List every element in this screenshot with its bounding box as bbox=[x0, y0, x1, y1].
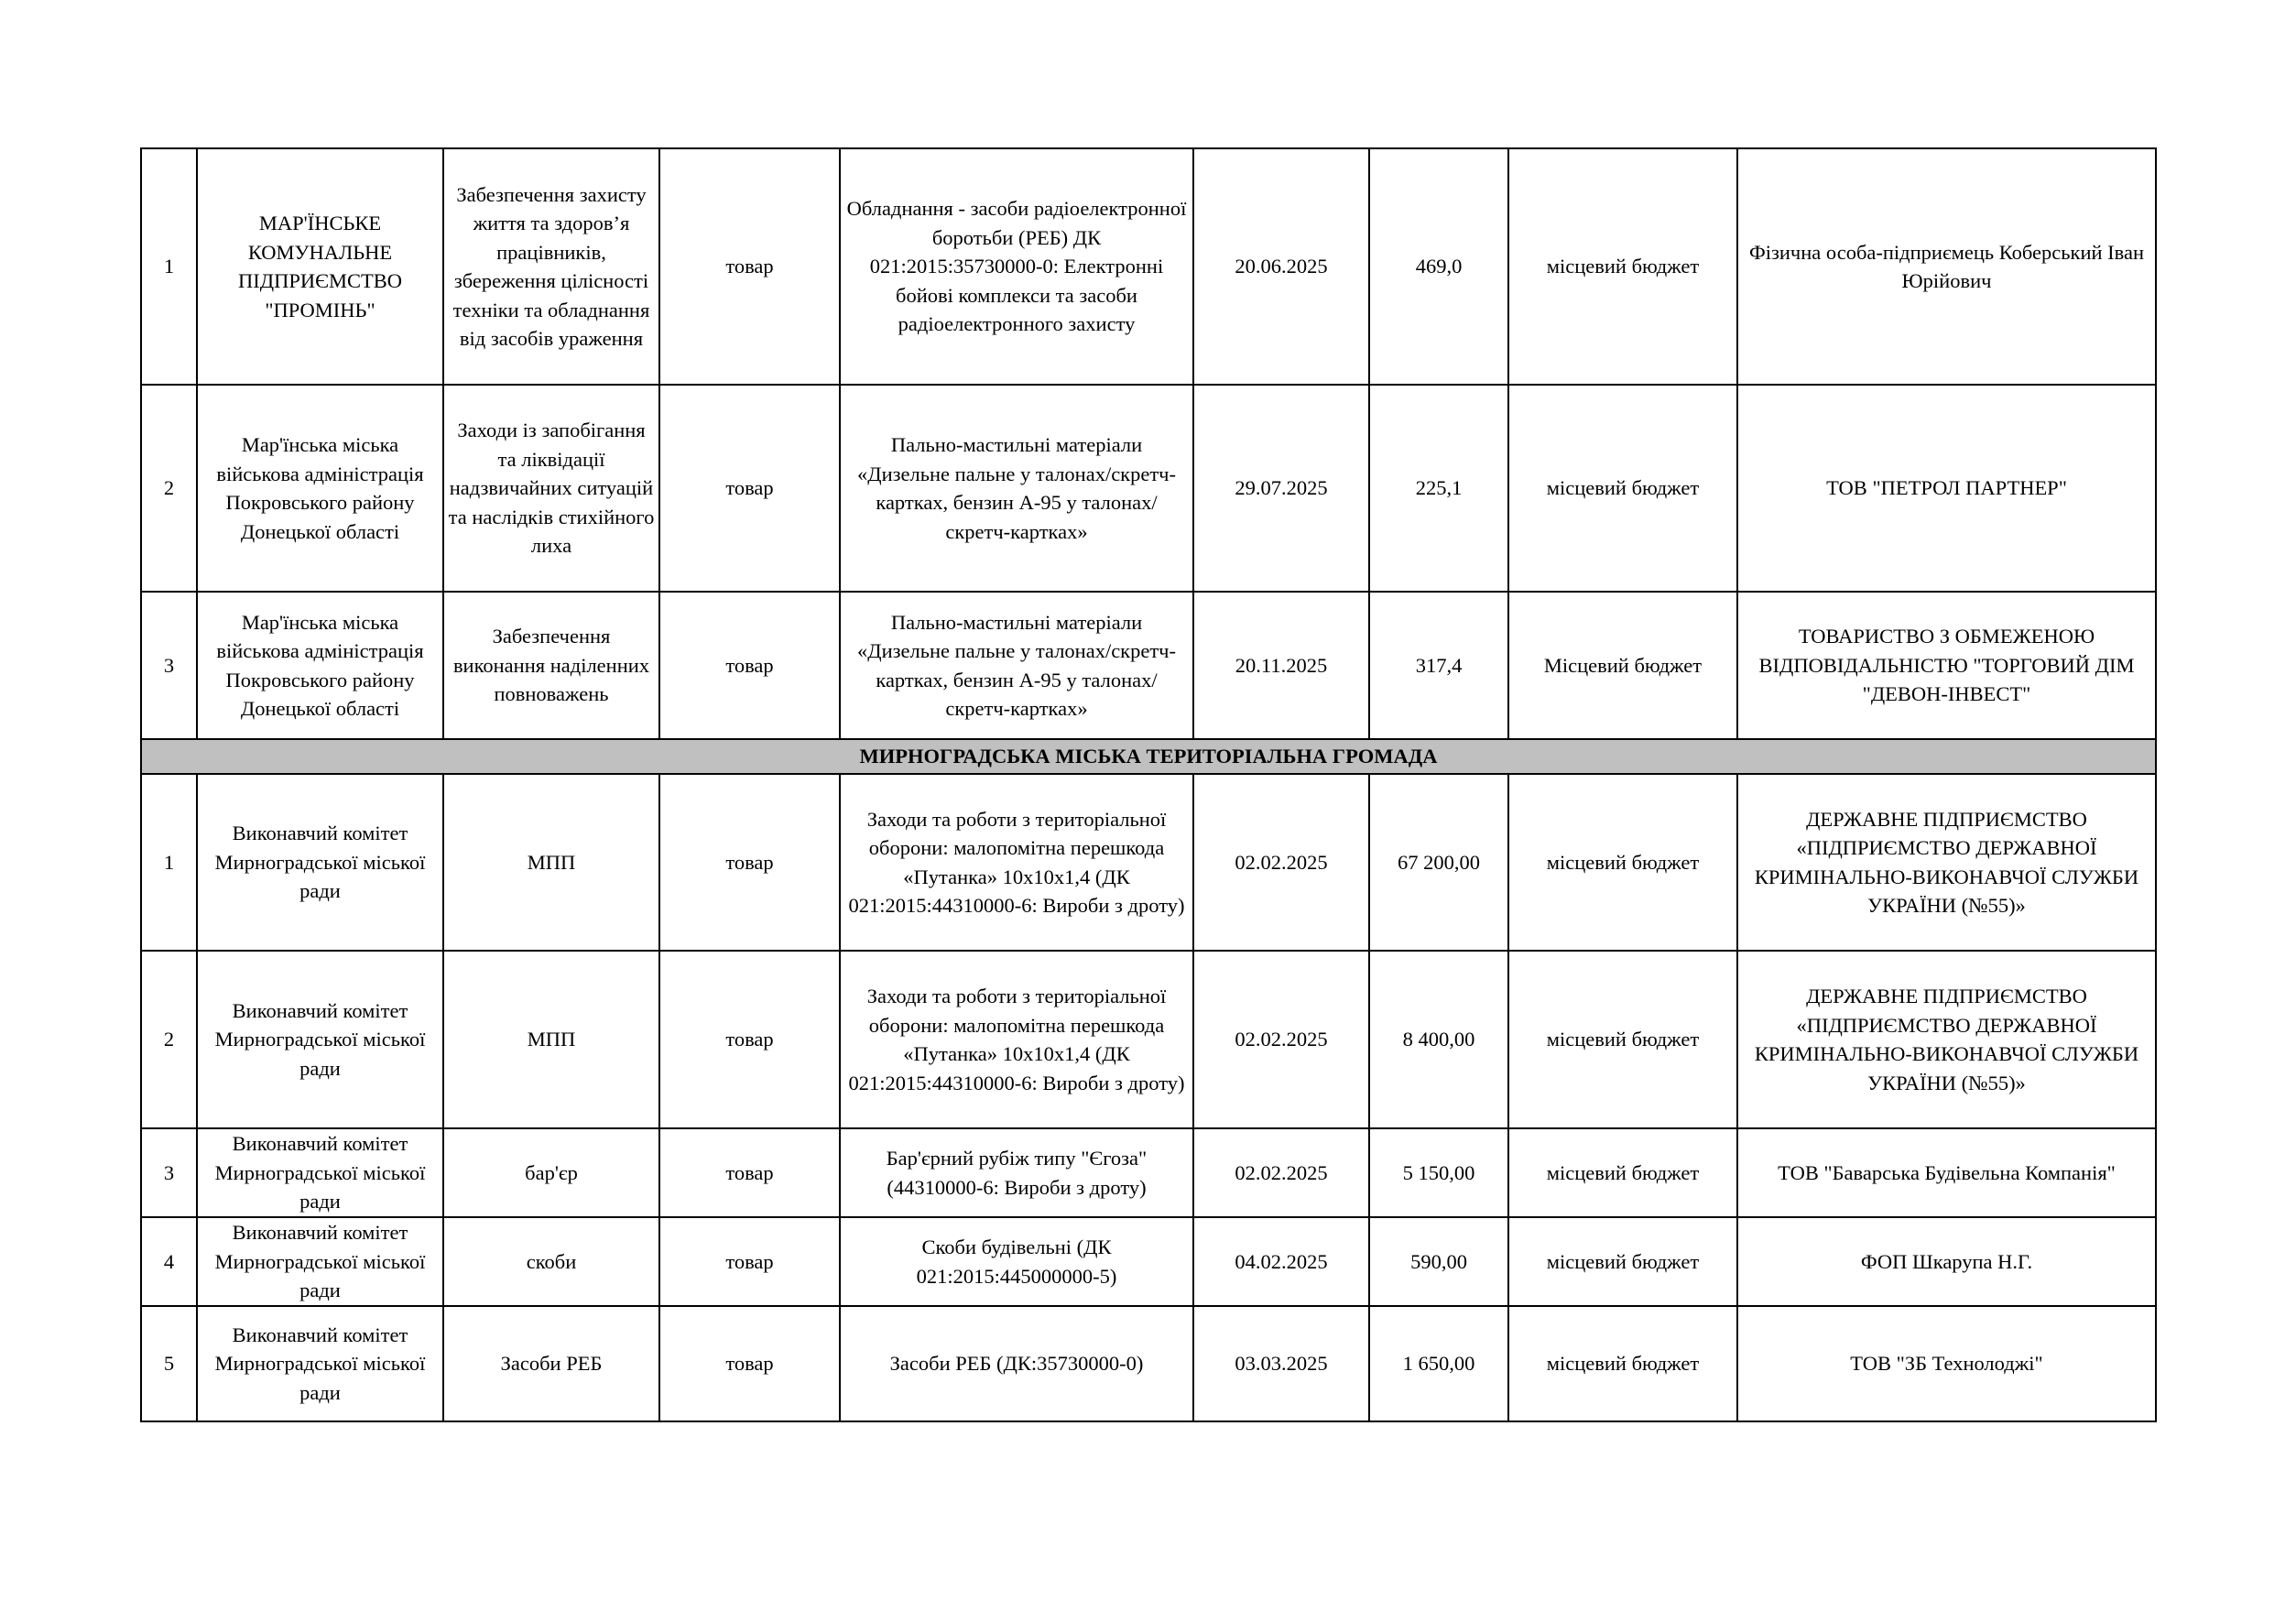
table-row bbox=[141, 1306, 2156, 1421]
date-cell: 02.02.2025 bbox=[1193, 774, 1369, 951]
source-cell: місцевий бюджет bbox=[1508, 148, 1737, 385]
customer-cell: Виконавчий комітет Мирноградської міської ради bbox=[197, 1306, 443, 1421]
row-number: 2 bbox=[141, 951, 197, 1128]
source-cell: місцевий бюджет bbox=[1508, 1128, 1737, 1217]
purpose-cell: скоби bbox=[443, 1217, 659, 1306]
amount-cell: 469,0 bbox=[1369, 148, 1508, 385]
type-cell: товар bbox=[659, 1128, 840, 1217]
subject-cell: Скоби будівельні (ДК 021:2015:445000000-5) bbox=[840, 1217, 1193, 1306]
customer-cell: Виконавчий комітет Мирноградської міської ради bbox=[197, 1128, 443, 1217]
amount-cell: 5 150,00 bbox=[1369, 1128, 1508, 1217]
table-row bbox=[141, 148, 2156, 385]
amount-cell: 8 400,00 bbox=[1369, 951, 1508, 1128]
type-cell: товар bbox=[659, 1306, 840, 1421]
purpose-cell: Забезпечення захисту життя та здоров’я працівників, збереження цілісності техніки та обладнання від засобів ураження bbox=[443, 148, 659, 385]
date-cell: 20.06.2025 bbox=[1193, 148, 1369, 385]
table-row bbox=[141, 592, 2156, 739]
purpose-cell: Заходи із запобігання та ліквідації надзвичайних ситуацій та наслідків стихійного лиха bbox=[443, 385, 659, 592]
type-cell: товар bbox=[659, 774, 840, 951]
supplier-cell: ДЕРЖАВНЕ ПІДПРИЄМСТВО «ПІДПРИЄМСТВО ДЕРЖАВНОЇ КРИМІНАЛЬНО-ВИКОНАВЧОЇ СЛУЖБИ УКРАЇНИ (№55)» bbox=[1737, 774, 2156, 951]
customer-cell: Виконавчий комітет Мирноградської міської ради bbox=[197, 1217, 443, 1306]
supplier-cell: ТОВАРИСТВО З ОБМЕЖЕНОЮ ВІДПОВІДАЛЬНІСТЮ "ТОРГОВИЙ ДІМ "ДЕВОН-ІНВЕСТ" bbox=[1737, 592, 2156, 739]
purpose-cell: Засоби РЕБ bbox=[443, 1306, 659, 1421]
supplier-cell: ДЕРЖАВНЕ ПІДПРИЄМСТВО «ПІДПРИЄМСТВО ДЕРЖАВНОЇ КРИМІНАЛЬНО-ВИКОНАВЧОЇ СЛУЖБИ УКРАЇНИ (№55)» bbox=[1737, 951, 2156, 1128]
date-cell: 20.11.2025 bbox=[1193, 592, 1369, 739]
date-cell: 03.03.2025 bbox=[1193, 1306, 1369, 1421]
table-row bbox=[141, 951, 2156, 1128]
date-cell: 02.02.2025 bbox=[1193, 1128, 1369, 1217]
table-row bbox=[141, 774, 2156, 951]
table-row bbox=[141, 385, 2156, 592]
row-number: 4 bbox=[141, 1217, 197, 1306]
row-number: 3 bbox=[141, 1128, 197, 1217]
customer-cell: МАР'ЇНСЬКЕ КОМУНАЛЬНЕ ПІДПРИЄМСТВО "ПРОМІНЬ" bbox=[197, 148, 443, 385]
source-cell: Місцевий бюджет bbox=[1508, 592, 1737, 739]
source-cell: місцевий бюджет bbox=[1508, 774, 1737, 951]
purpose-cell: МПП bbox=[443, 774, 659, 951]
amount-cell: 225,1 bbox=[1369, 385, 1508, 592]
supplier-cell: ФОП Шкарупа Н.Г. bbox=[1737, 1217, 2156, 1306]
row-number: 3 bbox=[141, 592, 197, 739]
customer-cell: Виконавчий комітет Мирноградської міської ради bbox=[197, 951, 443, 1128]
table-row bbox=[141, 1128, 2156, 1217]
section-header-row bbox=[141, 739, 2156, 774]
date-cell: 04.02.2025 bbox=[1193, 1217, 1369, 1306]
customer-cell: Мар'їнська міська військова адміністрація Покровського району Донецької області bbox=[197, 385, 443, 592]
type-cell: товар bbox=[659, 148, 840, 385]
row-number: 1 bbox=[141, 774, 197, 951]
amount-cell: 1 650,00 bbox=[1369, 1306, 1508, 1421]
purpose-cell: бар'єр bbox=[443, 1128, 659, 1217]
subject-cell: Пально-мастильні матеріали «Дизельне пальне у талонах/скретч-картках, бензин А-95 у талонах/скретч-картках» bbox=[840, 592, 1193, 739]
customer-cell: Виконавчий комітет Мирноградської міської ради bbox=[197, 774, 443, 951]
source-cell: місцевий бюджет bbox=[1508, 951, 1737, 1128]
supplier-cell: ТОВ "ПЕТРОЛ ПАРТНЕР" bbox=[1737, 385, 2156, 592]
customer-cell: Мар'їнська міська військова адміністрація Покровського району Донецької області bbox=[197, 592, 443, 739]
date-cell: 02.02.2025 bbox=[1193, 951, 1369, 1128]
supplier-cell: Фізична особа-підприємець Коберський Іван Юрійович bbox=[1737, 148, 2156, 385]
subject-cell: Пально-мастильні матеріали «Дизельне пальне у талонах/скретч-картках, бензин А-95 у талонах/скретч-картках» bbox=[840, 385, 1193, 592]
subject-cell: Обладнання - засоби радіоелектронної боротьби (РЕБ) ДК 021:2015:35730000-0: Електронні бойові комплекси та засоби радіоелектронного захисту bbox=[840, 148, 1193, 385]
subject-cell: Бар'єрний рубіж типу "Єгоза" (44310000-6: Вироби з дроту) bbox=[840, 1128, 1193, 1217]
source-cell: місцевий бюджет bbox=[1508, 385, 1737, 592]
amount-cell: 590,00 bbox=[1369, 1217, 1508, 1306]
row-number: 1 bbox=[141, 148, 197, 385]
amount-cell: 317,4 bbox=[1369, 592, 1508, 739]
type-cell: товар bbox=[659, 592, 840, 739]
section-header: МИРНОГРАДСЬКА МІСЬКА ТЕРИТОРІАЛЬНА ГРОМАДА bbox=[141, 739, 2156, 774]
type-cell: товар bbox=[659, 385, 840, 592]
type-cell: товар bbox=[659, 951, 840, 1128]
date-cell: 29.07.2025 bbox=[1193, 385, 1369, 592]
subject-cell: Засоби РЕБ (ДК:35730000-0) bbox=[840, 1306, 1193, 1421]
purpose-cell: Забезпечення виконання наділенних повноважень bbox=[443, 592, 659, 739]
table-row bbox=[141, 1217, 2156, 1306]
source-cell: місцевий бюджет bbox=[1508, 1306, 1737, 1421]
subject-cell: Заходи та роботи з територіальної оборони: малопомітна перешкода «Путанка» 10х10х1,4 (ДК 021:2015:44310000-6: Вироби з дроту) bbox=[840, 774, 1193, 951]
supplier-cell: ТОВ "Баварська Будівельна Компанія" bbox=[1737, 1128, 2156, 1217]
procurement-table bbox=[140, 147, 2157, 1422]
row-number: 5 bbox=[141, 1306, 197, 1421]
supplier-cell: ТОВ "ЗБ Технолоджі" bbox=[1737, 1306, 2156, 1421]
subject-cell: Заходи та роботи з територіальної оборони: малопомітна перешкода «Путанка» 10х10х1,4 (ДК 021:2015:44310000-6: Вироби з дроту) bbox=[840, 951, 1193, 1128]
row-number: 2 bbox=[141, 385, 197, 592]
amount-cell: 67 200,00 bbox=[1369, 774, 1508, 951]
purpose-cell: МПП bbox=[443, 951, 659, 1128]
type-cell: товар bbox=[659, 1217, 840, 1306]
source-cell: місцевий бюджет bbox=[1508, 1217, 1737, 1306]
